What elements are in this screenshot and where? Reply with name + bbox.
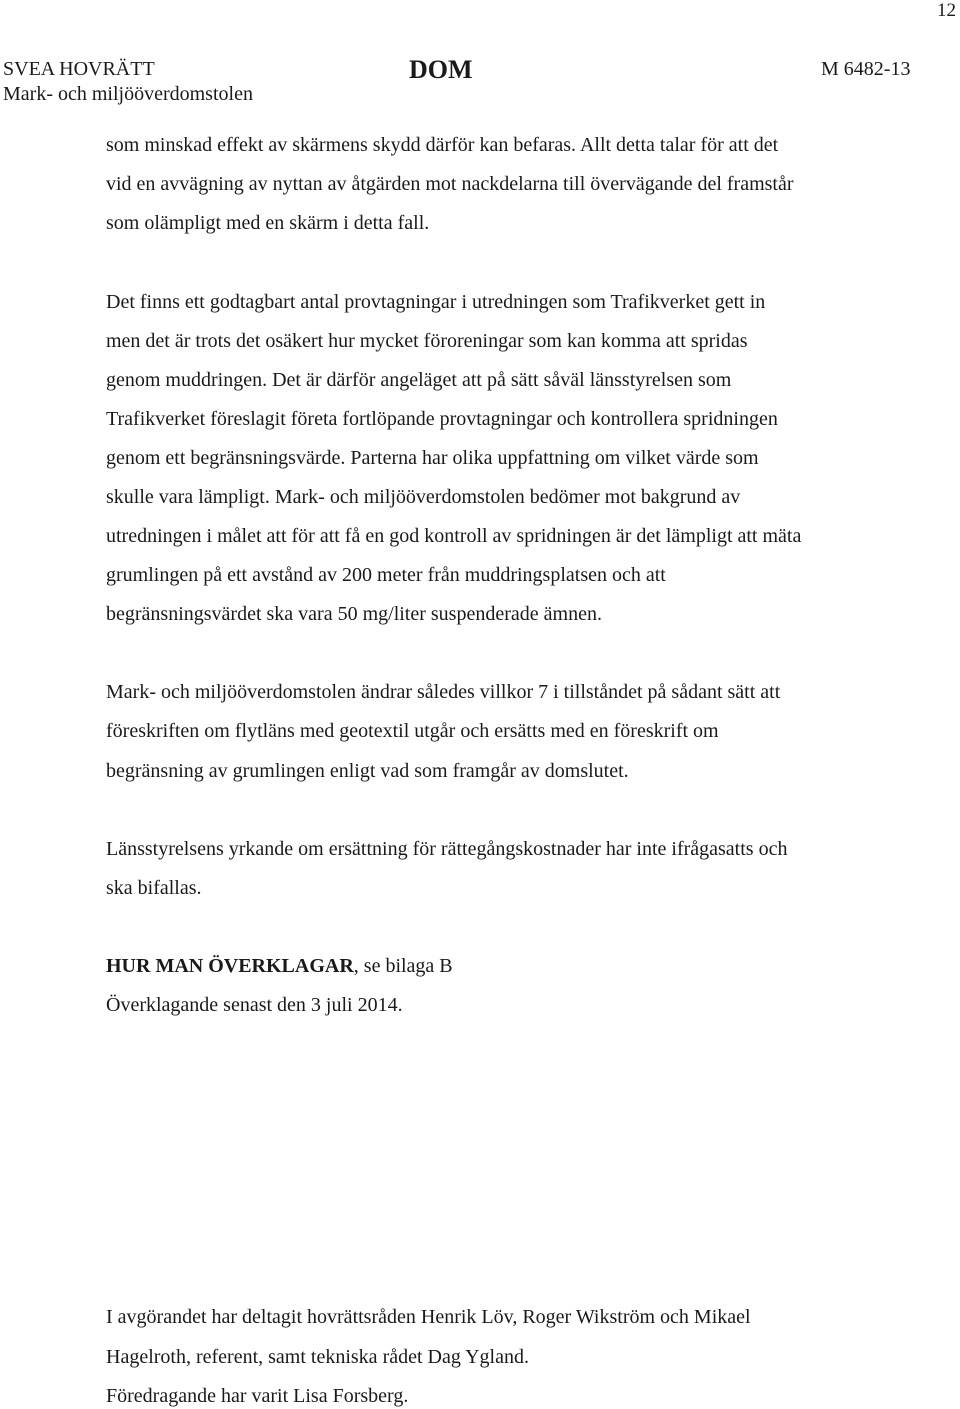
- appeal-deadline: Överklagande senast den 3 juli 2014.: [106, 994, 403, 1016]
- text-line: Mark- och miljööverdomstolen ändrar således villkor 7 i tillståndet på sådant sätt att: [106, 681, 781, 703]
- text-line: Hagelroth, referent, samt tekniska rådet Dag Ygland.: [106, 1346, 529, 1368]
- text-line: genom muddringen. Det är därför angeläget att på sätt såväl länsstyrelsen som: [106, 369, 732, 391]
- text-line: I avgörandet har deltagit hovrättsråden Henrik Löv, Roger Wikström och Mikael: [106, 1306, 751, 1328]
- text-line: som minskad effekt av skärmens skydd därför kan befaras. Allt detta talar för att det: [106, 134, 779, 156]
- text-line: skulle vara lämpligt. Mark- och miljööverdomstolen bedömer mot bakgrund av: [106, 486, 741, 508]
- appeal-heading-line: [106, 954, 453, 978]
- text-line: ska bifallas.: [106, 877, 202, 899]
- court-name: SVEA HOVRÄTT: [3, 58, 155, 80]
- department-name: Mark- och miljööverdomstolen: [3, 83, 253, 105]
- page-number: 12: [937, 0, 956, 21]
- text-line: Länsstyrelsens yrkande om ersättning för rättegångskostnader har inte ifrågasatts och: [106, 838, 788, 860]
- case-number: M 6482-13: [821, 58, 911, 80]
- text-line: Föredragande har varit Lisa Forsberg.: [106, 1385, 409, 1407]
- text-line: föreskriften om flytläns med geotextil utgår och ersätts med en föreskrift om: [106, 720, 719, 742]
- text-line: Det finns ett godtagbart antal provtagningar i utredningen som Trafikverket gett in: [106, 291, 766, 313]
- text-line: vid en avvägning av nyttan av åtgärden mot nackdelarna till övervägande del framstår: [106, 173, 794, 195]
- text-line: Trafikverket föreslagit företa fortlöpande provtagningar och kontrollera spridningen: [106, 408, 778, 430]
- text-line: som olämpligt med en skärm i detta fall.: [106, 212, 430, 234]
- text-line: begränsning av grumlingen enligt vad som framgår av domslutet.: [106, 760, 629, 782]
- text-line: grumlingen på ett avstånd av 200 meter från muddringsplatsen och att: [106, 564, 666, 586]
- text-line: begränsningsvärdet ska vara 50 mg/liter suspenderade ämnen.: [106, 603, 602, 625]
- text-line: genom ett begränsningsvärde. Parterna har olika uppfattning om vilket värde som: [106, 447, 759, 469]
- text-line: utredningen i målet att för att få en god kontroll av spridningen är det lämpligt att mäta: [106, 525, 802, 547]
- appeal-heading-suffix: , se bilaga B: [353, 955, 453, 977]
- text-line: men det är trots det osäkert hur mycket föroreningar som kan komma att spridas: [106, 330, 748, 352]
- document-type: DOM: [409, 55, 473, 84]
- appeal-heading: HUR MAN ÖVERKLAGAR: [106, 955, 354, 977]
